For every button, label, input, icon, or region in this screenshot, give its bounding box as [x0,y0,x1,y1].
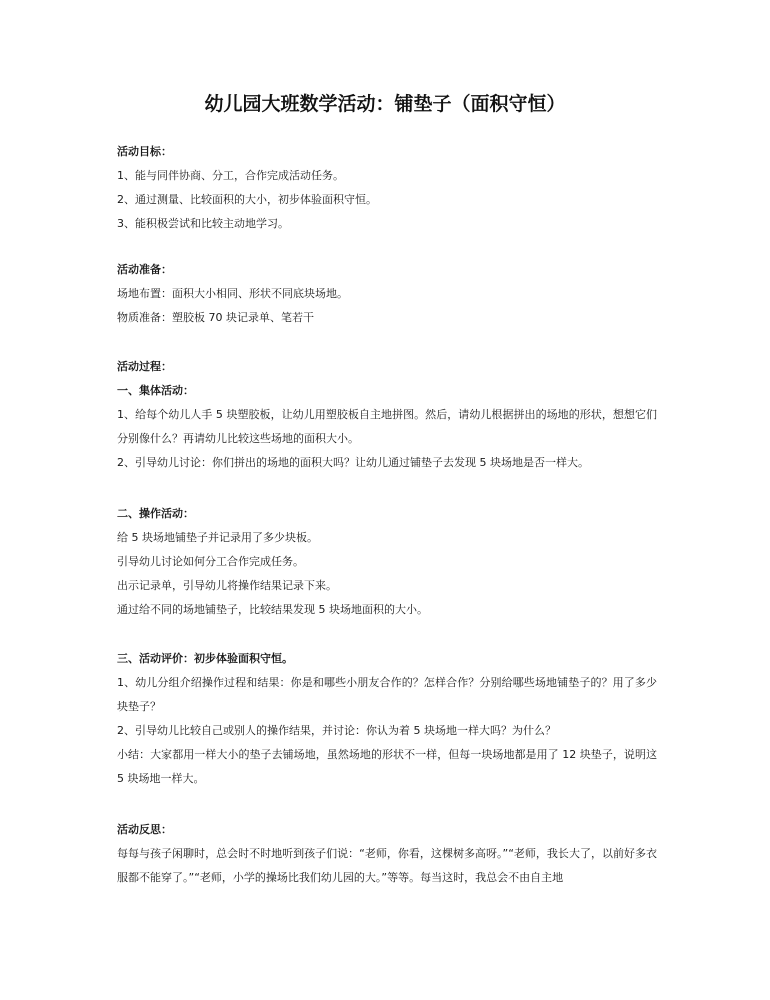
process-part3-item: 2、引导幼儿比较自己或别人的操作结果，并讨论：你认为着 5 块场地一样大吗？为什么？ [117,724,556,737]
process-part2-item: 出示记录单，引导幼儿将操作结果记录下来。 [117,579,337,592]
process-part3-item: 小结：大家都用一样大小的垫子去铺场地，虽然场地的形状不一样，但每一块场地都是用了 12 块垫子，说明这 5 块场地一样大。 [117,748,657,785]
preparation-section [117,258,657,330]
process-part3-heading: 三、活动评价：初步体验面积守恒。 [117,652,293,665]
process-part2-item: 通过给不同的场地铺垫子，比较结果发现 5 块场地面积的大小。 [117,603,428,616]
reflection-text: 每每与孩子闲聊时，总会时不时地听到孩子们说：“老师，你看，这棵树多高呀。”“老师，我长大了，以前好多衣服都不能穿了。”“老师，小学的操场比我们幼儿园的大。”等等。每当这时，我总会不由自主地 [117,847,657,884]
goal-item: 3、能积极尝试和比较主动地学习。 [117,217,289,230]
document-title: 幼儿园大班数学活动：铺垫子（面积守恒） [204,93,566,115]
preparation-item: 场地布置：面积大小相同、形状不同底块场地。 [117,287,348,300]
goal-item: 2、通过测量、比较面积的大小，初步体验面积守恒。 [117,193,377,206]
process-part2-heading: 二、操作活动： [117,507,194,520]
evaluation-section [117,647,657,791]
operation-section [117,502,657,622]
preparation-heading: 活动准备： [117,263,172,276]
process-section [117,355,657,475]
process-part1-item: 2、引导幼儿讨论：你们拼出的场地的面积大吗？让幼儿通过铺垫子去发现 5 块场地是否一样大。 [117,456,589,469]
goal-item: 1、能与同伴协商、分工，合作完成活动任务。 [117,169,344,182]
reflection-heading: 活动反思： [117,823,172,836]
goals-heading: 活动目标： [117,145,172,158]
reflection-section [117,818,657,890]
preparation-item: 物质准备：塑胶板 70 块记录单、笔若干 [117,311,314,324]
process-heading: 活动过程： [117,360,172,373]
goals-section [117,140,657,236]
process-part3-item: 1、幼儿分组介绍操作过程和结果：你是和哪些小朋友合作的？怎样合作？分别给哪些场地铺垫子的？用了多少块垫子？ [117,676,657,713]
process-part1-heading: 一、集体活动： [117,384,194,397]
process-part2-item: 引导幼儿讨论如何分工合作完成任务。 [117,555,304,568]
process-part1-item: 1、给每个幼儿人手 5 块塑胶板，让幼儿用塑胶板自主地拼图。然后，请幼儿根据拼出的场地的形状，想想它们分别像什么？再请幼儿比较这些场地的面积大小。 [117,408,657,445]
process-part2-item: 给 5 块场地铺垫子并记录用了多少块板。 [117,531,318,544]
